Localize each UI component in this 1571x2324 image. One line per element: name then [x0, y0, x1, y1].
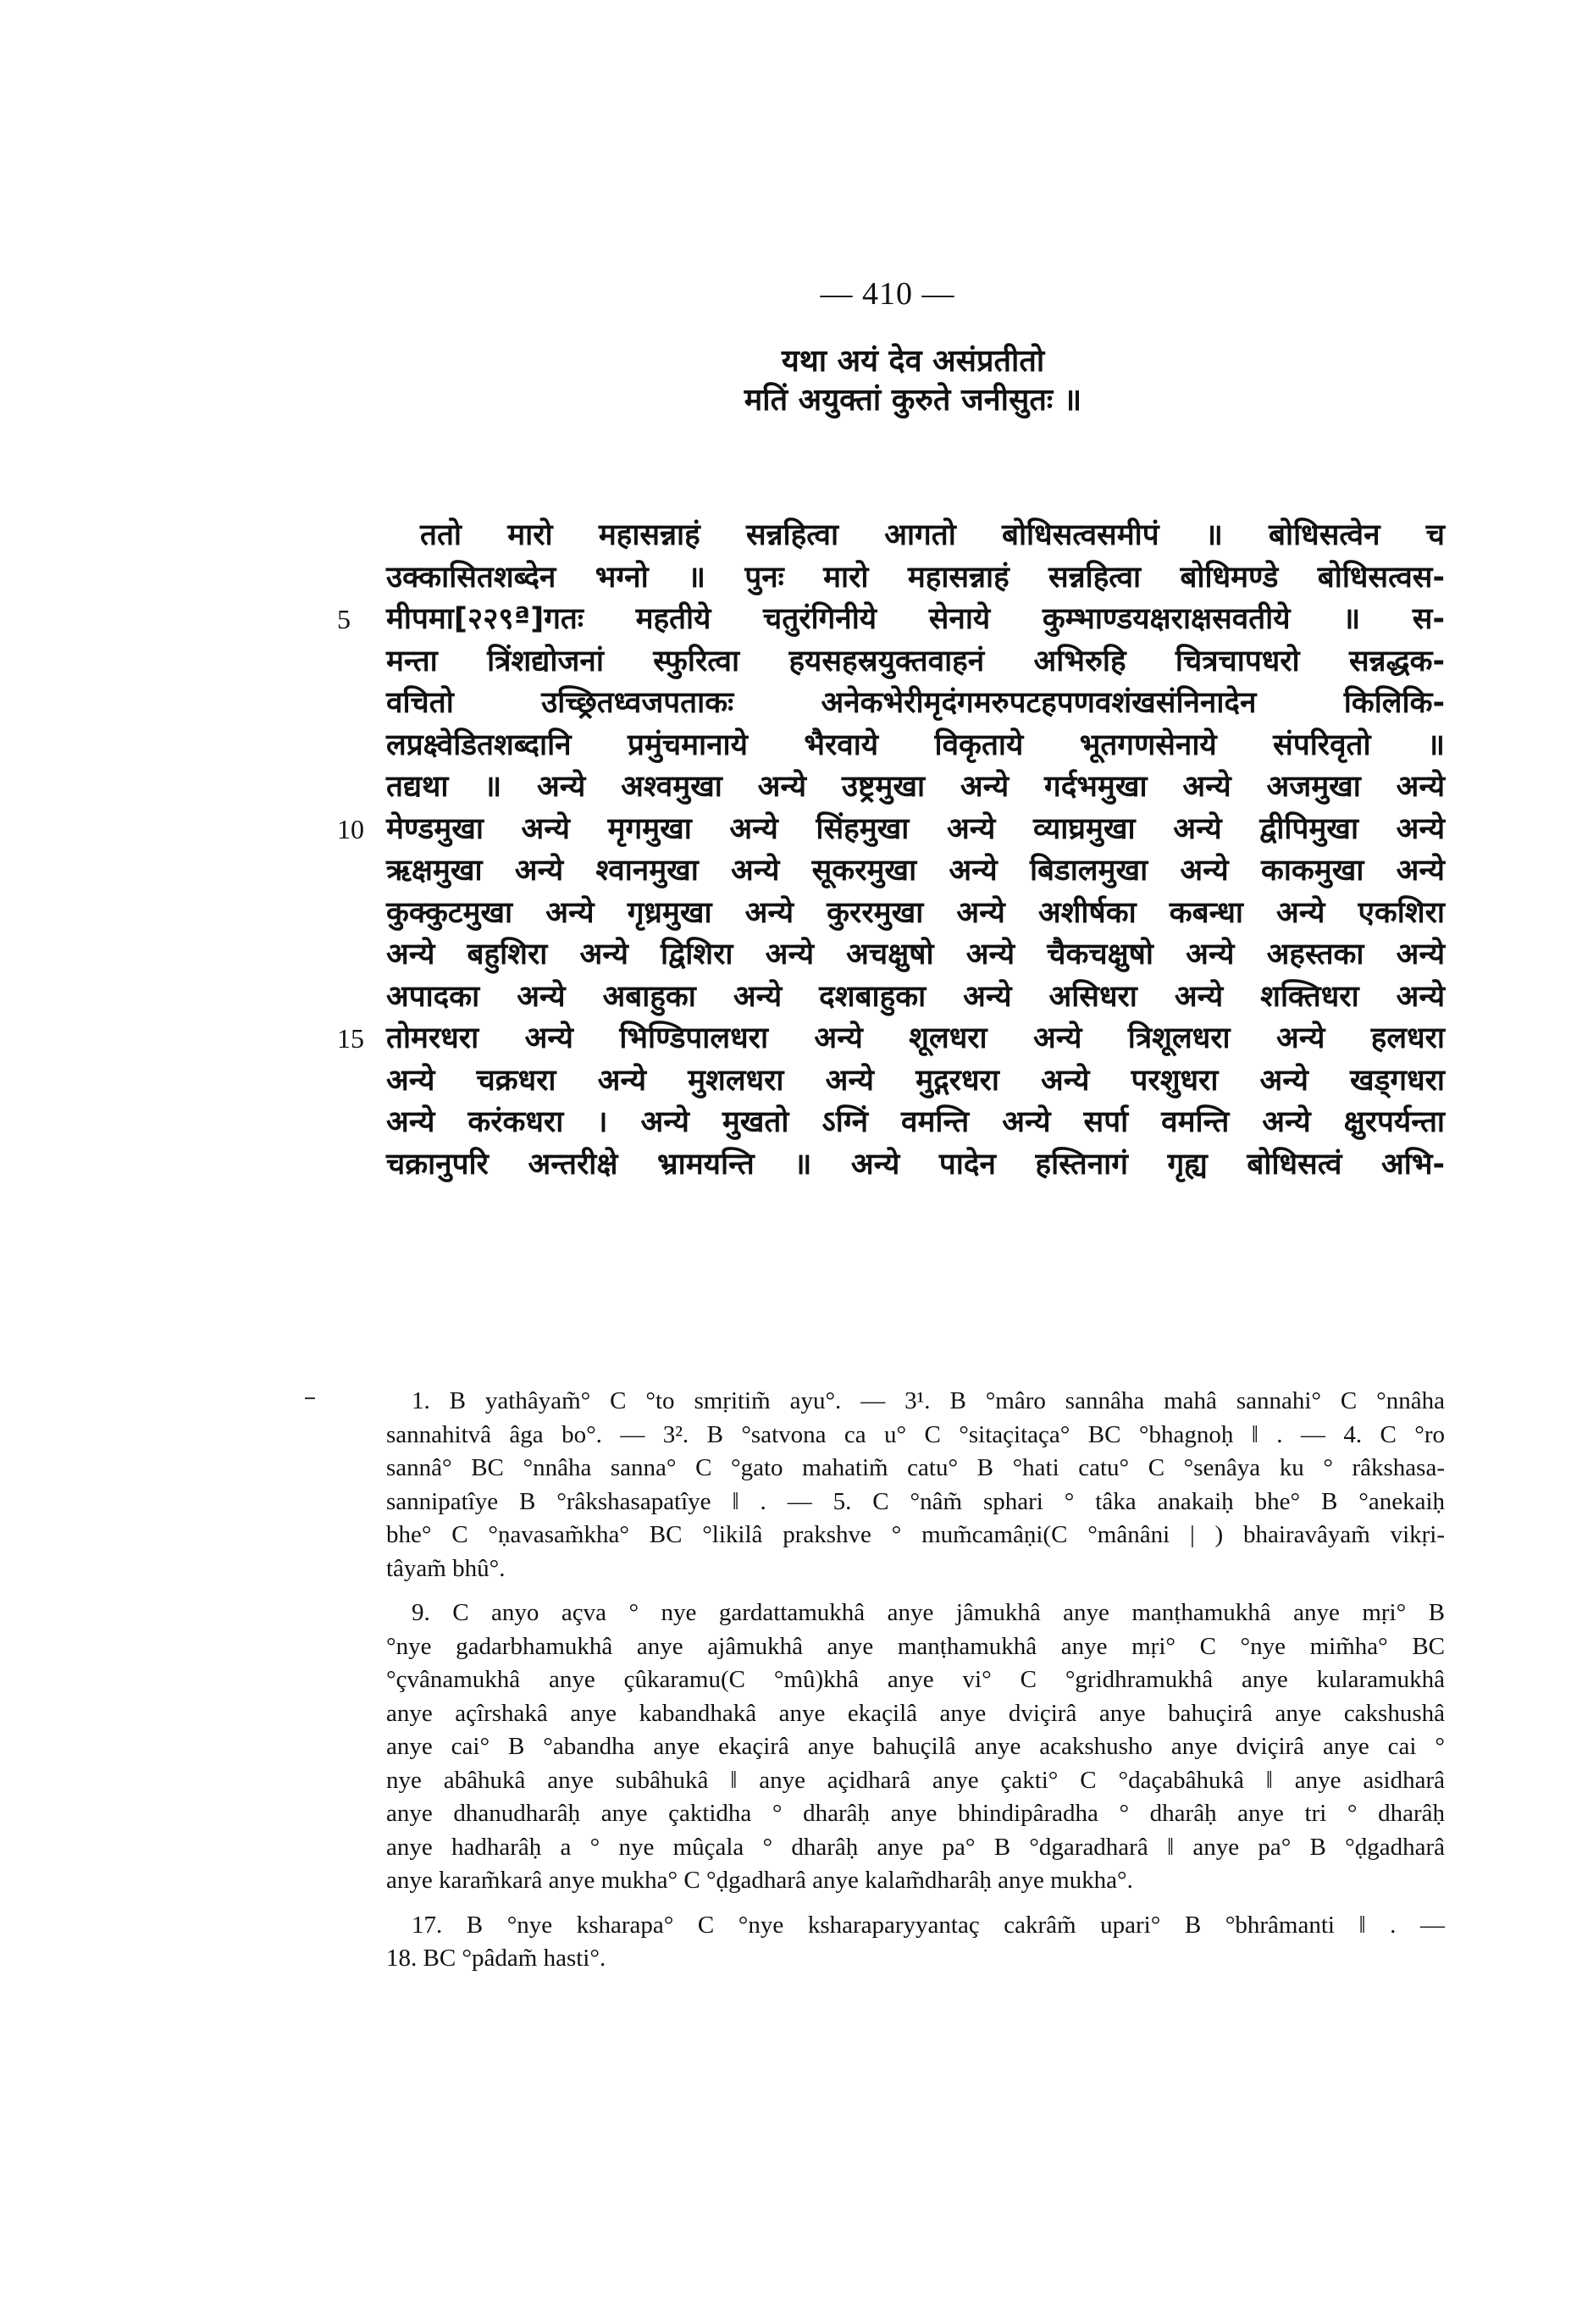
footnote-paragraph: [386, 1596, 1445, 1898]
footnote-paragraph: [386, 1909, 1445, 1976]
footnote-line: anye cai° B °abandha anye ekaçirâ anye bahuçilâ anye acakshusho anye dviçirâ anye cai °: [386, 1733, 1445, 1760]
footnote-line: 9. C anyo açva ° nye gardattamukhâ anye jâmukhâ anye manṭhamukhâ anye mṛi° B: [412, 1599, 1445, 1626]
line-number: 15: [337, 1023, 364, 1054]
main-text-body: [337, 515, 1445, 1186]
footnote-line: °çvânamukhâ anye çûkaramu(C °mû)khâ anye vi° C °gridhramukhâ anye kularamukhâ: [386, 1666, 1445, 1693]
text-line: [386, 977, 1445, 1019]
footnote-line: tâyam̃ bhû°.: [386, 1554, 506, 1582]
text-line: [337, 599, 1445, 641]
footnote-line: 17. B °nye ksharapa° C °nye ksharaparyyantaç cakrâm̃ upari° B °bhrâmanti ‖ . —: [412, 1911, 1445, 1939]
verse-line-1: यथा अयं देव असंप्रतीतो: [781, 344, 1045, 379]
line-text: मीपमा[२२९ª]गतः महतीये चतुरंगिनीये सेनाये कुम्भाण्डयक्षराक्षसवतीये ॥ स-: [386, 602, 1445, 636]
line-text: अन्ये चक्रधरा अन्ये मुशलधरा अन्ये मुद्गरधरा अन्ये परशुधरा अन्ये खड्गधरा: [386, 1063, 1445, 1098]
text-line: [386, 766, 1445, 809]
footnote-line: bhe° C °ṇavasam̃kha° BC °likilâ prakshve ° mum̃camâṇi(C °mânâni | ) bhairavâyam̃ vikṛi-: [386, 1521, 1445, 1548]
text-line: [386, 641, 1445, 683]
line-text: तद्यथा ॥ अन्ये अश्वमुखा अन्ये उष्ट्रमुखा अन्ये गर्दभमुखा अन्ये अजमुखा अन्ये: [386, 770, 1445, 804]
line-text: लप्रक्ष्वेडितशब्दानि प्रमुंचमानाये भैरवाये विकृताये भूतगणसेनाये संपरिवृतो ॥: [386, 728, 1445, 762]
line-text: वचितो उच्छ्रितध्वजपताकः अनेकभेरीमृदंगमरुपटहपणवशंखसंनिनादेन किलिकि-: [386, 686, 1445, 720]
text-line: [386, 1144, 1445, 1187]
footnote-line: anye dhanudharâḥ anye çaktidha ° dharâḥ anye bhindipâradha ° dharâḥ anye tri ° dharâḥ: [386, 1800, 1445, 1827]
line-text: ततो मारो महासन्नाहं सन्नहित्वा आगतो बोधिसत्वसमीपं ॥ बोधिसत्वेन च: [420, 518, 1445, 552]
footnote-line: sannipatîye B °râkshasapatîye ‖ . — 5. C °nâm̃ sphari ° tâka anakaiḥ bhe° B °anekaiḥ: [386, 1487, 1445, 1515]
line-text: कुक्कुटमुखा अन्ये गृध्रमुखा अन्ये कुररमुखा अन्ये अशीर्षका कबन्धा अन्ये एकशिरा: [386, 895, 1445, 930]
footnote-line: 18. BC °pâdam̃ hasti°.: [386, 1945, 606, 1972]
footnote-line: sannahitvâ âga bo°. — 3². B °satvona ca u° C °sitaçitaça° BC °bhagnoḥ ‖ . — 4. C °ro: [386, 1420, 1445, 1448]
line-text: उक्कासितशब्देन भग्नो ॥ पुनः मारो महासन्नाहं सन्नहित्वा बोधिमण्डे बोधिसत्वस-: [386, 560, 1445, 595]
line-text: मन्ता त्रिंशद्योजनां स्फुरित्वा हयसहस्रयुक्तवाहनं अभिरुहि चित्रचापधरो सन्नद्धक-: [386, 644, 1445, 678]
text-line: [386, 1102, 1445, 1144]
footnote-line: °nye gadarbhamukhâ anye ajâmukhâ anye manṭhamukhâ anye mṛi° C °nye mim̃ha° BC: [386, 1632, 1445, 1660]
line-text: चक्रानुपरि अन्तरीक्षे भ्रामयन्ति ॥ अन्ये पादेन हस्तिनागं गृह्य बोधिसत्वं अभि-: [386, 1147, 1445, 1181]
text-line: [386, 515, 1445, 557]
text-line: [386, 934, 1445, 977]
line-text: अन्ये बहुशिरा अन्ये द्विशिरा अन्ये अचक्षुषो अन्ये चैकचक्षुषो अन्ये अहस्तका अन्ये: [386, 938, 1445, 971]
footnote-line: sannâ° BC °nnâha sanna° C °gato mahatim̃ catu° B °hati catu° C °senâya ku ° râkshasa-: [386, 1454, 1445, 1481]
footnotes: [386, 1385, 1445, 1987]
footnote-line: anye hadharâḥ a ° nye mûçala ° dharâḥ anye pa° B °dgaradharâ ‖ anye pa° B °ḍgadharâ: [386, 1833, 1445, 1861]
verse-line-2: मतिं अयुक्तां कुरुते जनीसुतः ॥: [744, 383, 1082, 418]
text-line: [386, 850, 1445, 893]
text-line: [386, 683, 1445, 725]
margin-mark: [305, 1397, 315, 1399]
footnote-line: anye karam̃karâ anye mukha° C °ḍgadharâ anye kalam̃dharâḥ anye mukha°.: [386, 1867, 1133, 1894]
text-line: [386, 557, 1445, 600]
footnote-line: nye abâhukâ anye subâhukâ ‖ anye açidharâ anye çakti° C °daçabâhukâ ‖ anye asidharâ: [386, 1766, 1445, 1794]
footnote-line: 1. B yathâyam̃° C °to smṛitim̃ ayu°. — 3¹. B °mâro sannâha mahâ sannahi° C °nnâha: [412, 1387, 1445, 1414]
line-text: तोमरधरा अन्ये भिण्डिपालधरा अन्ये शूलधरा अन्ये त्रिशूलधरा अन्ये हलधरा: [386, 1021, 1445, 1055]
line-number: 10: [337, 813, 364, 844]
line-number: 5: [337, 604, 351, 634]
line-text: अन्ये करंकधरा । अन्ये मुखतो ऽग्निं वमन्ति अन्ये सर्पा वमन्ति अन्ये क्षुरपर्यन्ता: [386, 1105, 1445, 1139]
page-number: — 410 —: [820, 276, 955, 312]
line-text: अपादका अन्ये अबाहुका अन्ये दशबाहुका अन्ये असिधरा अन्ये शक्तिधरा अन्ये: [386, 979, 1445, 1014]
footnote-paragraph: [386, 1385, 1445, 1585]
line-text: मेण्डमुखा अन्ये मृगमुखा अन्ये सिंहमुखा अन्ये व्याघ्रमुखा अन्ये द्वीपिमुखा अन्ये: [386, 811, 1445, 846]
text-line: [337, 1018, 1445, 1060]
text-line: [337, 809, 1445, 851]
text-line: [386, 1060, 1445, 1103]
text-line: [386, 725, 1445, 767]
text-line: [386, 893, 1445, 935]
footnote-line: anye açîrshakâ anye kabandhakâ anye ekaçilâ anye dviçirâ anye bahuçirâ anye cakshushâ: [386, 1699, 1445, 1727]
line-text: ऋक्षमुखा अन्ये श्वानमुखा अन्ये सूकरमुखा अन्ये बिडालमुखा अन्ये काकमुखा अन्ये: [386, 854, 1445, 888]
